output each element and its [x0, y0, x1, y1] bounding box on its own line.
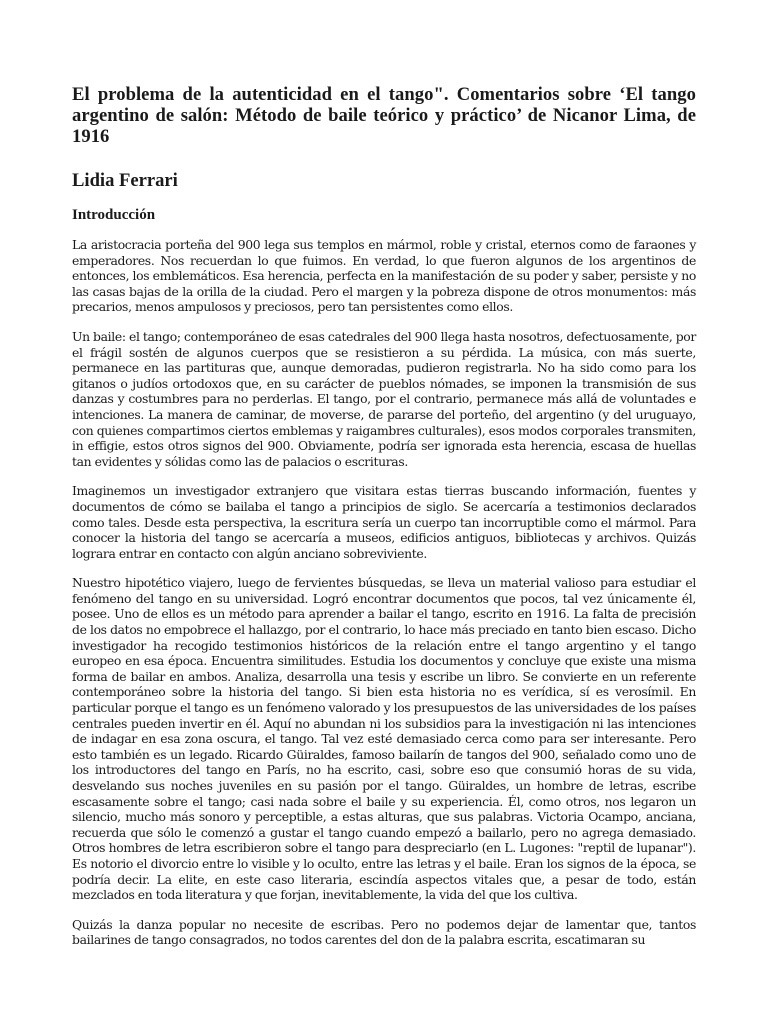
author-name: Lidia Ferrari: [72, 170, 178, 191]
paragraph-1: La aristocracia porteña del 900 lega sus templos en mármol, roble y cristal, eternos como de faraones y emperadores. Nos recuerdan lo que fuimos. En verdad, lo que fueron algunos de los argentinos de entonces, los emblemáticos. Esa herencia, perfecta en la manifestación de su poder y saber, persiste y no las casas bajas de la orilla de la ciudad. Pero el margen y la pobreza dispone de otros monumentos: más precarios, menos ampulosos y preciosos, pero tan persistentes como ellos.: [72, 237, 696, 315]
paragraph-4: Nuestro hipotético viajero, luego de fervientes búsquedas, se lleva un material valioso para estudiar el fenómeno del tango en su universidad. Logró encontrar documentos que pocos, tal vez únicamente él, posee. Uno de ellos es un método para aprender a bailar el tango, escrito en 1916. La falta de precisión de los datos no empobrece el hallazgo, por el contrario, lo hace más preciado en tanto bien escaso. Dicho investigador ha recogido testimonios históricos de la relación entre el tango argentino y el tango europeo en esa época. Encuentra similitudes. Estudia los documentos y concluye que existe una misma forma de bailar en ambos. Analiza, desarrolla una tesis y escribe un libro. Se convierte en un referente contemporáneo sobre la historia del tango. Si bien esta historia no es verídica, sí es verosímil. En particular porque el tango es un fenómeno valorado y los presupuestos de las universidades de los países centrales pueden invertir en él. Aquí no abundan ni los subsidios para la investigación ni las intenciones de indagar en esa zona oscura, el tango. Tal vez esté demasiado cerca como para ser interesante. Pero esto también es un legado. Ricardo Güiraldes, famoso bailarín de tangos del 900, señalado como uno de los introductores del tango en París, no ha escrito, casi, sobre eso que consumió horas de su vida, desvelando sus noches juveniles en su pasión por el tango. Güiraldes, un hombre de letras, escribe escasamente sobre el tango; casi nada sobre el baile y su experiencia. Él, como otros, nos legaron un silencio, mucho más sonoro y perceptible, a estas alturas, que sus palabras. Victoria Ocampo, anciana, recuerda que sólo le comenzó a gustar el tango cuando empezó a bailarlo, pero no agrega demasiado. Otros hombres de letra escribieron sobre el tango para despreciarlo (en L. Lugones: "reptil de lupanar"). Es notorio el divorcio entre lo visible y lo oculto, entre las letras y el baile. Eran los signos de la época, se podría decir. La elite, en este caso literaria, escindía aspectos vitales que, a pesar de todo, están mezclados en toda literatura y que forjan, inevitablemente, la vida del que los cultiva.: [72, 575, 696, 903]
section-heading-introduccion: Introducción: [72, 207, 156, 223]
paragraph-5: Quizás la danza popular no necesite de escribas. Pero no podemos dejar de lamentar que, tantos bailarines de tango consagrados, no todos carentes del don de la palabra escrita, escatimaran su: [72, 916, 696, 948]
document-page: [72, 84, 696, 962]
paragraph-3: Imaginemos un investigador extranjero que visitara estas tierras buscando información, fuentes y documentos de cómo se bailaba el tango a principios de siglo. Se acercaría a testimonios declarados como tales. Desde esta perspectiva, la escritura sería un cuerpo tan incorruptible como el mármol. Para conocer la historia del tango se acercaría a museos, edificios antiguos, bibliotecas y archivos. Quizás lograra entrar en contacto con algún anciano sobreviviente.: [72, 483, 696, 561]
paragraph-2: Un baile: el tango; contemporáneo de esas catedrales del 900 llega hasta nosotros, defectuosamente, por el frágil sostén de algunos cuerpos que se resistieron a su pérdida. La música, con más suerte, permanece en las partituras que, aunque demoradas, pudieron registrarla. No ha sido como para los gitanos o judíos ortodoxos que, en su carácter de pueblos nómades, se imponen la transmisión de sus danzas y costumbres para no perderlas. El tango, por el contrario, permanece más allá de voluntades e intenciones. La manera de caminar, de moverse, de pararse del porteño, del argentino (y del uruguayo, con quienes compartimos ciertos emblemas y raigambres culturales), esos modos corporales transmiten, in effigie, estos otros signos del 900. Obviamente, podría ser ignorada esta herencia, escasa de huellas tan evidentes y sólidas como las de palacios o escrituras.: [72, 328, 696, 469]
document-title: El problema de la autenticidad en el tango". Comentarios sobre ‘El tango argentino de salón: Método de baile teórico y práctico’ de Nicanor Lima, de 1916: [72, 84, 696, 147]
